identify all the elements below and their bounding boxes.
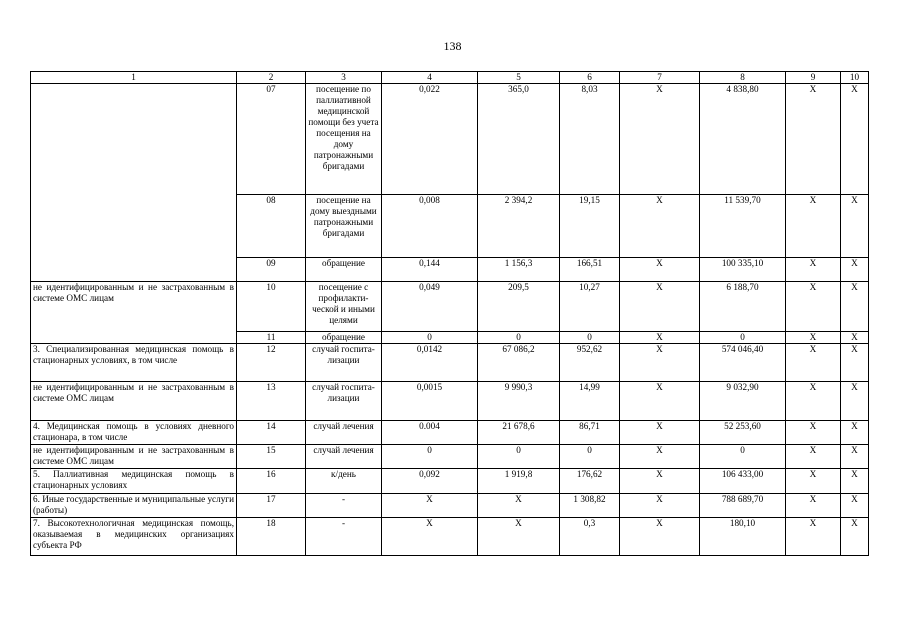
value-cell: Х bbox=[841, 518, 869, 556]
value-cell: Х bbox=[786, 518, 841, 556]
value-cell: 365,0 bbox=[478, 84, 560, 195]
value-cell: 0 bbox=[700, 332, 786, 344]
row-label-cell: 5. Паллиативная медицинская помощь в стационарных условиях bbox=[31, 469, 237, 494]
value-cell: 176,62 bbox=[560, 469, 620, 494]
value-cell: 0,008 bbox=[382, 195, 478, 258]
value-cell: Х bbox=[478, 518, 560, 556]
value-cell: 0 bbox=[382, 332, 478, 344]
column-header: 7 bbox=[620, 72, 700, 84]
value-cell: 574 046,40 bbox=[700, 344, 786, 382]
row-number: 15 bbox=[237, 445, 306, 469]
value-cell: Х bbox=[786, 382, 841, 421]
row-number: 14 bbox=[237, 421, 306, 445]
value-cell: 14,99 bbox=[560, 382, 620, 421]
value-cell: 0,3 bbox=[560, 518, 620, 556]
unit-cell: случай лечения bbox=[306, 445, 382, 469]
value-cell: 0 bbox=[560, 332, 620, 344]
value-cell: 209,5 bbox=[478, 282, 560, 332]
unit-cell: посещение по паллиативной медицинской помощи без учета посещения на дому патронажными бригадами bbox=[306, 84, 382, 195]
row-label-cell: 7. Высокотехнологичная медицинская помощь, оказываемая в медицинских организациях субъекта РФ bbox=[31, 518, 237, 556]
unit-cell: обращение bbox=[306, 258, 382, 282]
row-label-cell: не идентифицированным и не застрахованным в системе ОМС лицам bbox=[31, 382, 237, 421]
value-cell: Х bbox=[841, 344, 869, 382]
value-cell: 0 bbox=[560, 445, 620, 469]
value-cell: 180,10 bbox=[700, 518, 786, 556]
value-cell: Х bbox=[841, 382, 869, 421]
value-cell: Х bbox=[786, 282, 841, 332]
value-cell: Х bbox=[620, 421, 700, 445]
value-cell: Х bbox=[620, 344, 700, 382]
column-header: 10 bbox=[841, 72, 869, 84]
value-cell: Х bbox=[786, 469, 841, 494]
value-cell: Х bbox=[786, 258, 841, 282]
value-cell: 9 990,3 bbox=[478, 382, 560, 421]
value-cell: Х bbox=[620, 518, 700, 556]
value-cell: Х bbox=[382, 494, 478, 518]
header-row bbox=[31, 72, 869, 84]
row-number: 07 bbox=[237, 84, 306, 195]
column-header: 2 bbox=[237, 72, 306, 84]
column-header: 5 bbox=[478, 72, 560, 84]
unit-cell: случай госпита-лизации bbox=[306, 382, 382, 421]
tariff-table bbox=[30, 71, 869, 556]
value-cell: 6 188,70 bbox=[700, 282, 786, 332]
column-header: 3 bbox=[306, 72, 382, 84]
page-number: 138 bbox=[443, 39, 462, 53]
value-cell: Х bbox=[841, 258, 869, 282]
value-cell: 0 bbox=[478, 445, 560, 469]
value-cell: 0,0142 bbox=[382, 344, 478, 382]
value-cell: Х bbox=[620, 84, 700, 195]
value-cell: 1 156,3 bbox=[478, 258, 560, 282]
value-cell: 0.004 bbox=[382, 421, 478, 445]
value-cell: Х bbox=[841, 84, 869, 195]
value-cell: 166,51 bbox=[560, 258, 620, 282]
unit-cell: - bbox=[306, 518, 382, 556]
row-number: 08 bbox=[237, 195, 306, 258]
column-header: 6 bbox=[560, 72, 620, 84]
value-cell: 4 838,80 bbox=[700, 84, 786, 195]
value-cell: Х bbox=[786, 494, 841, 518]
row-number: 12 bbox=[237, 344, 306, 382]
row-label-cell: 4. Медицинская помощь в условиях дневного стационара, в том числе bbox=[31, 421, 237, 445]
value-cell: Х bbox=[620, 282, 700, 332]
unit-cell: посещение на дому выездными патронажными бригадами bbox=[306, 195, 382, 258]
value-cell: 106 433,00 bbox=[700, 469, 786, 494]
value-cell: Х bbox=[620, 382, 700, 421]
row-number: 11 bbox=[237, 332, 306, 344]
value-cell: Х bbox=[478, 494, 560, 518]
value-cell: 0,0015 bbox=[382, 382, 478, 421]
value-cell: 0,022 bbox=[382, 84, 478, 195]
value-cell: 788 689,70 bbox=[700, 494, 786, 518]
table-row bbox=[31, 445, 869, 469]
value-cell: 9 032,90 bbox=[700, 382, 786, 421]
value-cell: Х bbox=[620, 195, 700, 258]
unit-cell: к/день bbox=[306, 469, 382, 494]
value-cell: 2 394,2 bbox=[478, 195, 560, 258]
row-number: 10 bbox=[237, 282, 306, 332]
unit-cell: - bbox=[306, 494, 382, 518]
value-cell: 1 308,82 bbox=[560, 494, 620, 518]
value-cell: Х bbox=[786, 332, 841, 344]
row-label-cell: не идентифицированным и не застрахованным в системе ОМС лицам bbox=[31, 282, 237, 344]
table-row bbox=[31, 469, 869, 494]
value-cell: 19,15 bbox=[560, 195, 620, 258]
value-cell: Х bbox=[620, 469, 700, 494]
unit-cell: обращение bbox=[306, 332, 382, 344]
value-cell: 11 539,70 bbox=[700, 195, 786, 258]
row-label-cell: 3. Специализированная медицинская помощь в стационарных условиях, в том числе bbox=[31, 344, 237, 382]
value-cell: Х bbox=[786, 195, 841, 258]
value-cell: 0 bbox=[478, 332, 560, 344]
column-header: 8 bbox=[700, 72, 786, 84]
row-number: 09 bbox=[237, 258, 306, 282]
unit-cell: случай лечения bbox=[306, 421, 382, 445]
value-cell: 0 bbox=[382, 445, 478, 469]
value-cell: 0,092 bbox=[382, 469, 478, 494]
value-cell: Х bbox=[786, 445, 841, 469]
table-row bbox=[31, 282, 869, 332]
table-row bbox=[31, 421, 869, 445]
value-cell: 86,71 bbox=[560, 421, 620, 445]
value-cell: Х bbox=[841, 421, 869, 445]
row-number: 17 bbox=[237, 494, 306, 518]
table-row bbox=[31, 84, 869, 195]
value-cell: Х bbox=[620, 332, 700, 344]
row-number: 18 bbox=[237, 518, 306, 556]
table-row bbox=[31, 518, 869, 556]
value-cell: 8,03 bbox=[560, 84, 620, 195]
value-cell: Х bbox=[620, 445, 700, 469]
row-label-cell: не идентифицированным и не застрахованным в системе ОМС лицам bbox=[31, 445, 237, 469]
value-cell: Х bbox=[786, 421, 841, 445]
value-cell: 10,27 bbox=[560, 282, 620, 332]
column-header: 1 bbox=[31, 72, 237, 84]
value-cell: Х bbox=[620, 258, 700, 282]
value-cell: 0 bbox=[700, 445, 786, 469]
column-header: 4 bbox=[382, 72, 478, 84]
column-header: 9 bbox=[786, 72, 841, 84]
value-cell: Х bbox=[841, 332, 869, 344]
value-cell: Х bbox=[841, 282, 869, 332]
value-cell: 100 335,10 bbox=[700, 258, 786, 282]
value-cell: 52 253,60 bbox=[700, 421, 786, 445]
value-cell: Х bbox=[786, 84, 841, 195]
row-number: 16 bbox=[237, 469, 306, 494]
value-cell: Х bbox=[841, 494, 869, 518]
row-label-cell: 6. Иные государственные и муниципальные услуги (работы) bbox=[31, 494, 237, 518]
value-cell: Х bbox=[841, 469, 869, 494]
value-cell: 21 678,6 bbox=[478, 421, 560, 445]
value-cell: Х bbox=[620, 494, 700, 518]
row-number: 13 bbox=[237, 382, 306, 421]
table-row bbox=[31, 382, 869, 421]
value-cell: Х bbox=[382, 518, 478, 556]
value-cell: 952,62 bbox=[560, 344, 620, 382]
unit-cell: случай госпита-лизации bbox=[306, 344, 382, 382]
table-row bbox=[31, 344, 869, 382]
unit-cell: посещение с профилакти-ческой и иными целями bbox=[306, 282, 382, 332]
value-cell: 1 919,8 bbox=[478, 469, 560, 494]
value-cell: Х bbox=[841, 445, 869, 469]
value-cell: 67 086,2 bbox=[478, 344, 560, 382]
value-cell: 0,144 bbox=[382, 258, 478, 282]
row-label-cell bbox=[31, 84, 237, 282]
value-cell: Х bbox=[786, 344, 841, 382]
value-cell: Х bbox=[841, 195, 869, 258]
table-row bbox=[31, 494, 869, 518]
value-cell: 0,049 bbox=[382, 282, 478, 332]
